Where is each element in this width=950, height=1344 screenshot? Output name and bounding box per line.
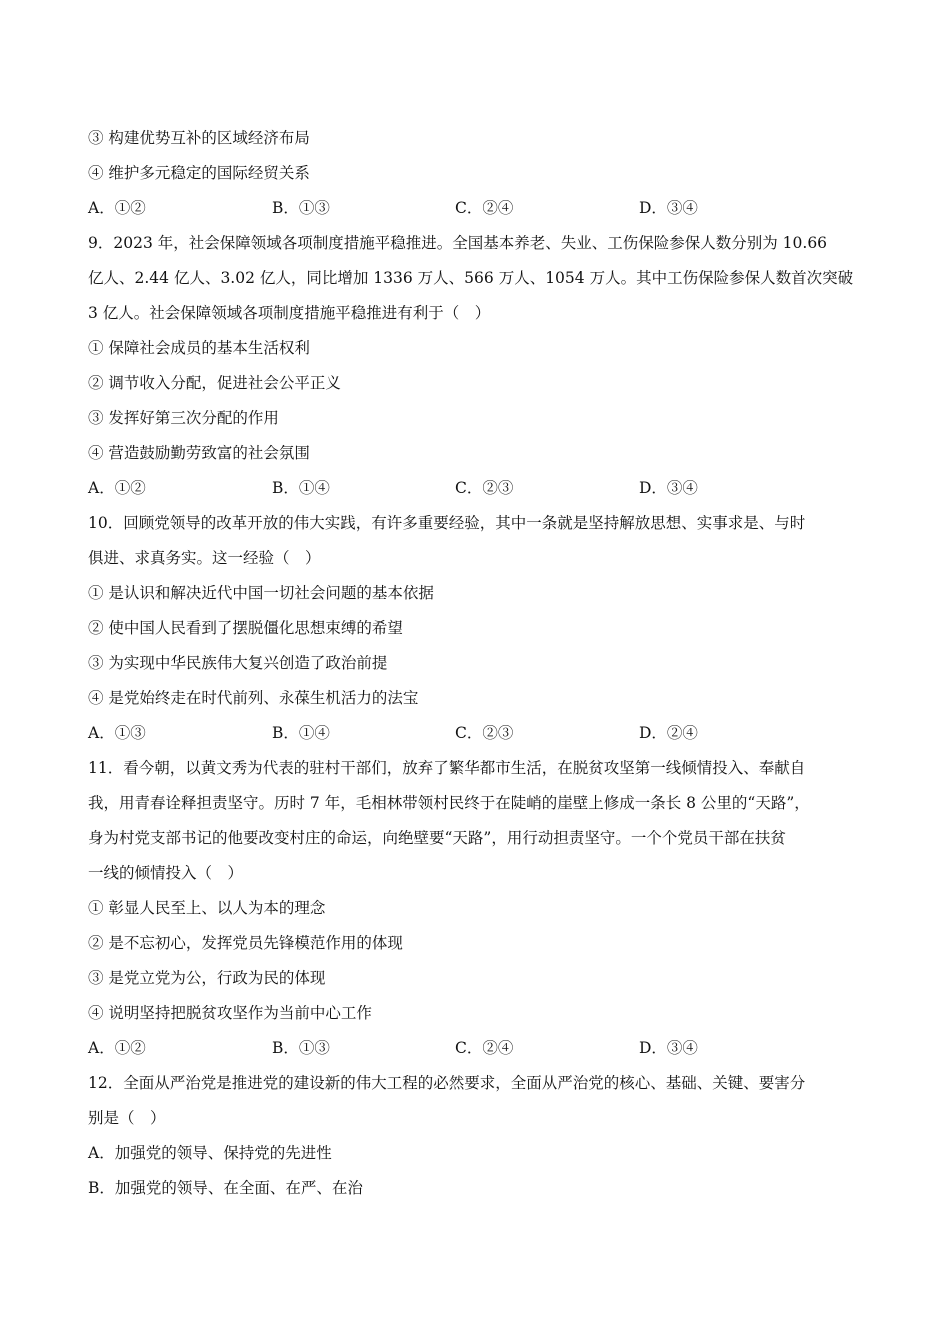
statement: ① 是认识和解决近代中国一切社会问题的基本依据 [88, 584, 434, 602]
question-stem-line: 10．回顾党领导的改革开放的伟大实践，有许多重要经验，其中一条就是坚持解放思想、实事求是、与时 [88, 514, 806, 532]
question-stem-line: 身为村党支部书记的他要改变村庄的命运，向绝壁要“天路”，用行动担责坚守。一个个党员干部在扶贫 [88, 829, 786, 847]
option-d: D．③④ [639, 199, 698, 217]
statement: ③ 为实现中华民族伟大复兴创造了政治前提 [88, 654, 388, 672]
question-stem-line: 俱进、求真务实。这一经验（ ） [88, 549, 321, 567]
question-stem-line: 一线的倾情投入（ ） [88, 864, 244, 882]
question-stem-line: 9．2023 年，社会保障领域各项制度措施平稳推进。全国基本养老、失业、工伤保险参保人数分别为 10.66 [88, 234, 828, 252]
option-c: C．②③ [455, 724, 514, 742]
option-a: A．①③ [88, 724, 146, 742]
answer-option-a: A．加强党的领导、保持党的先进性 [88, 1144, 332, 1162]
statement: ④ 说明坚持把脱贫攻坚作为当前中心工作 [88, 1004, 372, 1022]
option-b: B．①④ [272, 724, 330, 742]
question-stem-line: 12．全面从严治党是推进党的建设新的伟大工程的必然要求，全面从严治党的核心、基础、关键、要害分 [88, 1074, 806, 1092]
answer-options [88, 191, 868, 226]
option-b: B．①③ [272, 1039, 330, 1057]
exam-page [88, 121, 868, 1206]
option-c: C．②④ [455, 1039, 514, 1057]
option-a: A．①② [88, 479, 146, 497]
statement: ② 使中国人民看到了摆脱僵化思想束缚的希望 [88, 619, 403, 637]
option-a: A．①② [88, 1039, 146, 1057]
statement: ③ 发挥好第三次分配的作用 [88, 409, 279, 427]
question-stem-line: 11．看今朝，以黄文秀为代表的驻村干部们，放弃了繁华都市生活，在脱贫攻坚第一线倾情投入、奉献自 [88, 759, 806, 777]
answer-options [88, 716, 868, 751]
question-12 [88, 1066, 868, 1206]
statement: ① 彰显人民至上、以人为本的理念 [88, 899, 326, 917]
option-b: B．①④ [272, 479, 330, 497]
option-b: B．①③ [272, 199, 330, 217]
statement: ④ 营造鼓励勤劳致富的社会氛围 [88, 444, 310, 462]
question-11 [88, 751, 868, 1066]
statement: ④ 维护多元稳定的国际经贸关系 [88, 164, 310, 182]
answer-options [88, 471, 868, 506]
option-c: C．②③ [455, 479, 514, 497]
question-stem-line: 我，用青春诠释担责坚守。历时 7 年，毛相林带领村民终于在陡峭的崖壁上修成一条长 8 公里的“天路”， [88, 794, 810, 812]
option-c: C．②④ [455, 199, 514, 217]
option-a: A．①② [88, 199, 146, 217]
question-10 [88, 506, 868, 751]
question-8-tail [88, 121, 868, 226]
statement: ③ 构建优势互补的区域经济布局 [88, 129, 310, 147]
question-stem-line: 3 亿人。社会保障领域各项制度措施平稳推进有利于（ ） [88, 304, 491, 322]
statement: ④ 是党始终走在时代前列、永葆生机活力的法宝 [88, 689, 419, 707]
statement: ② 是不忘初心，发挥党员先锋模范作用的体现 [88, 934, 403, 952]
statement: ② 调节收入分配，促进社会公平正义 [88, 374, 341, 392]
answer-option-b: B．加强党的领导、在全面、在严、在治 [88, 1179, 363, 1197]
statement: ① 保障社会成员的基本生活权利 [88, 339, 310, 357]
option-d: D．③④ [639, 1039, 698, 1057]
question-stem-line: 亿人、2.44 亿人、3.02 亿人，同比增加 1336 万人、566 万人、1054 万人。其中工伤保险参保人数首次突破 [88, 269, 854, 287]
question-stem-line: 别是（ ） [88, 1109, 166, 1127]
question-9 [88, 226, 868, 506]
option-d: D．③④ [639, 479, 698, 497]
statement: ③ 是党立党为公，行政为民的体现 [88, 969, 326, 987]
answer-options [88, 1031, 868, 1066]
option-d: D．②④ [639, 724, 698, 742]
